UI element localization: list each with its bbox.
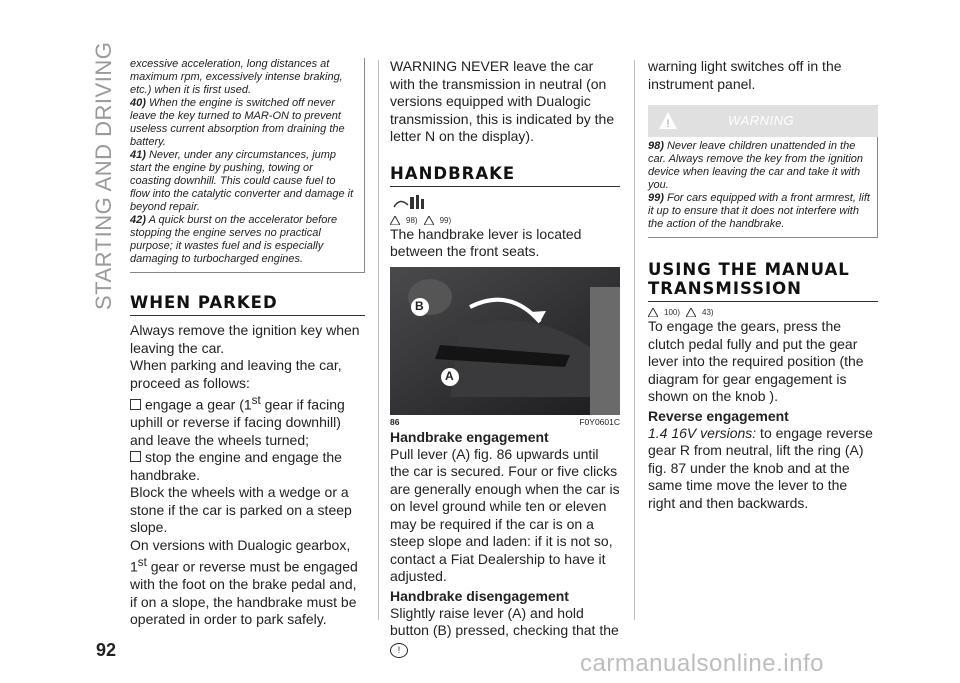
paragraph: To engage the gears, press the clutch pedal fully and put the gear lever into the required position (the diagram for gear engagement is shown on the knob ). [648, 318, 864, 404]
section-heading-manual-transmission: USING THE MANUAL TRANSMISSION [648, 260, 850, 298]
page-number: 92 [96, 640, 117, 660]
photo-label-b: B [415, 298, 424, 313]
photo-label-a: A [445, 368, 454, 383]
warning-triangle-icon [424, 216, 434, 225]
note-continued: excessive acceleration, long distances at maximum rpm, excessively intense braking, etc.) when it is first used. [130, 58, 343, 96]
paragraph: warning light switches off in the instrument panel. [648, 58, 842, 92]
section-heading-when-parked: WHEN PARKED [130, 293, 278, 312]
warning-triangle-icon [686, 308, 696, 317]
ref-link[interactable]: 43) [702, 308, 714, 317]
note-40: 40) When the engine is switched off never leave the key turned to MAR-ON to prevent useless current absorption from draining the battery. [130, 97, 345, 148]
column-divider [634, 60, 635, 620]
section-heading-wrap [390, 164, 620, 187]
paragraph: The handbrake lever is located between the front seats. [390, 225, 582, 259]
figure-number: 86 [390, 416, 400, 427]
svg-text:!: ! [666, 118, 670, 130]
paragraph: When parking and leaving the car, proceed as follows: [130, 357, 342, 391]
column-1 [130, 58, 365, 629]
warning-title: WARNING [728, 113, 795, 128]
column-divider [378, 60, 379, 620]
paragraph: 1.4 16V versions: to engage reverse gear R from neutral, lift the ring (A) fig. 87 under the knob and at the same time move the lever to the right and then backwards. [648, 424, 873, 511]
warning-paragraph: WARNING NEVER leave the car with the transmission in neutral (on versions equipped with Dualogic transmission, this is indicated by the letter N on the display). [390, 58, 615, 144]
chapter-title: STARTING AND DRIVING [91, 41, 116, 310]
ref-link[interactable]: 99) [439, 215, 452, 225]
paragraph: Always remove the ignition key when leaving the car. [130, 322, 360, 356]
note-98: 98) Never leave children unattended in the car. Always remove the key from the ignition device when leaving the car and take it with you. [648, 140, 863, 191]
subheading-engagement: Handbrake engagement [390, 428, 549, 445]
warning-box [648, 137, 878, 238]
warning-refs [390, 216, 620, 225]
warning-triangle-icon [648, 308, 658, 317]
warning-triangle-icon [658, 111, 678, 131]
ref-link[interactable]: 100) [664, 308, 681, 317]
bullet-item: engage a gear (1st gear if facing uphill or reverse if facing downhill) and leave the wheels turned; [130, 394, 345, 448]
figure-caption [390, 417, 620, 427]
subheading-reverse: Reverse engagement [648, 407, 789, 424]
notes-box [130, 58, 365, 273]
paragraph: On versions with Dualogic gearbox, 1st gear or reverse must be engaged with the foot on the brake pedal and, if on a slope, the handbrake must be operated in order to park safely. [130, 536, 358, 628]
watermark: carmanualsonline.info [580, 650, 824, 677]
paragraph: Slightly raise lever (A) and hold button (B) pressed, checking that the ! [390, 605, 620, 658]
note-42: 42) A quick burst on the accelerator before stopping the engine serves no practical purpose; it wastes fuel and is especially damaging to turbocharged engines. [130, 214, 338, 265]
warning-refs [648, 308, 878, 317]
section-heading-wrap [130, 293, 365, 316]
section-heading-wrap [648, 260, 878, 302]
note-99: 99) For cars equipped with a front armrest, lift it up to ensure that it does not interfere with the action of the handbrake. [648, 192, 870, 230]
warning-triangle-icon [390, 216, 400, 225]
warning-banner [648, 105, 878, 137]
paragraph: Block the wheels with a wedge or a stone if the car is parked on a steep slope. [130, 484, 352, 536]
ref-link[interactable]: 98) [406, 215, 418, 225]
bullet-square-icon [130, 451, 141, 462]
bullet-square-icon [130, 399, 141, 410]
section-heading-handbrake: HANDBRAKE [390, 163, 516, 183]
paragraph: Pull lever (A) fig. 86 upwards until the car is secured. Four or five clicks are generally enough when the car is on level ground while ten or eleven may be required if the car is on a steep slope and laden: if it is not so, contact a Fiat Dealership to have it adjusted. [390, 445, 620, 584]
column-2 [390, 58, 620, 658]
brake-warning-light-icon: ! [390, 643, 408, 658]
handbrake-symbol-icon [390, 193, 620, 213]
note-41: 41) Never, under any circumstances, jump start the engine by pushing, towing or coasting downhill. This could cause fuel to flow into the catalytic converter and damage it beyond repair. [130, 149, 354, 213]
subheading-disengagement: Handbrake disengagement [390, 587, 569, 604]
figure-code: F0Y0601C [579, 416, 620, 427]
handbrake-photo [390, 267, 620, 415]
bullet-item: stop the engine and engage the handbrake. [130, 449, 342, 483]
column-3 [648, 58, 878, 512]
chapter-side-tab [84, 41, 124, 310]
